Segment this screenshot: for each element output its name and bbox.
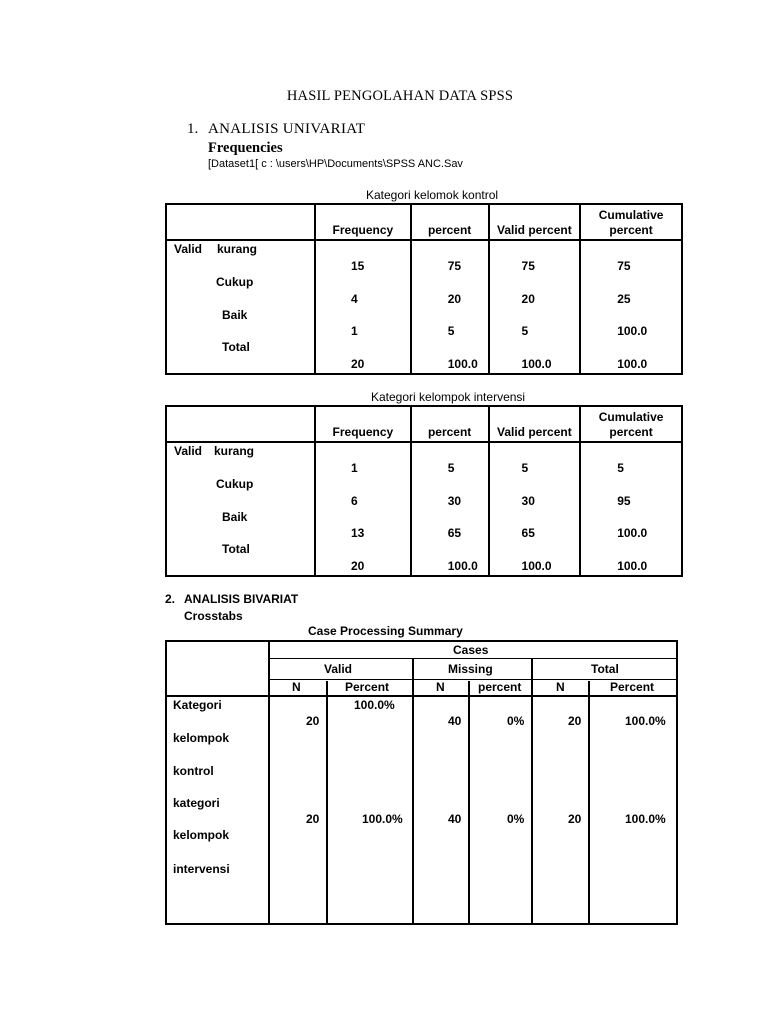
cell-value: 15 — [350, 259, 365, 273]
row-label: Total — [222, 542, 250, 556]
cell-value: 5 — [447, 324, 455, 338]
document-title: HASIL PENGOLAHAN DATA SPSS — [286, 88, 514, 104]
header-valid-percent: Valid percent — [489, 406, 581, 442]
row-label: kontrol — [173, 764, 214, 778]
subheader-percent: percent — [478, 680, 522, 694]
cell-value: 100.0% — [354, 698, 395, 712]
case-processing-summary-table — [165, 640, 678, 925]
dataset-path: [Dataset1[ c : \users\HP\Documents\SPSS ANC.Sav — [208, 158, 463, 170]
cell-value: 40 — [448, 714, 462, 728]
cell-value: 100.0 — [617, 559, 648, 573]
cell-value: 20 — [521, 292, 535, 306]
header-frequency: Frequency — [315, 406, 411, 442]
subheader-n: N — [556, 680, 565, 694]
cell-value: 100.0 — [617, 324, 648, 338]
cell-value: 4 — [350, 292, 358, 306]
header-frequency: Frequency — [315, 204, 411, 240]
row-label: kelompok — [173, 731, 230, 745]
table-rule — [167, 695, 676, 697]
percent-column — [411, 240, 489, 374]
frequencies-heading: Frequencies — [208, 140, 283, 156]
frequency-table-kontrol — [165, 203, 683, 375]
table-rule — [326, 681, 328, 923]
row-label: Baik — [222, 510, 248, 524]
cell-value: 20 — [306, 812, 320, 826]
row-label: kurang — [214, 444, 255, 458]
table-header-empty — [166, 406, 315, 442]
table-rule — [588, 681, 590, 923]
header-valid: Valid — [324, 662, 353, 676]
cell-value: 95 — [617, 494, 631, 508]
table-header-empty — [166, 204, 315, 240]
row-labels — [166, 240, 315, 374]
cell-value: 5 — [617, 461, 624, 475]
header-cases: Cases — [453, 643, 489, 657]
cell-value: 25 — [617, 292, 631, 306]
cumulative-percent-column — [580, 240, 682, 374]
cell-value: 20 — [568, 812, 582, 826]
header-percent: percent — [411, 406, 489, 442]
cell-value: 40 — [448, 812, 462, 826]
cell-value: 0% — [507, 714, 525, 728]
table2-caption: Kategori kelompok intervensi — [371, 390, 526, 404]
row-label: Cukup — [216, 477, 254, 491]
cell-value: 65 — [521, 526, 535, 540]
subheader-percent: Percent — [345, 680, 390, 694]
table-rule — [468, 681, 470, 923]
cell-value: 5 — [521, 461, 529, 475]
header-missing: Missing — [448, 662, 493, 676]
row-label: Total — [222, 340, 250, 354]
row-label: Baik — [222, 308, 248, 322]
valid-label: Valid — [174, 242, 203, 256]
table-rule — [268, 658, 676, 659]
cumulative-percent-column — [580, 442, 682, 576]
cell-value: 13 — [350, 526, 365, 540]
percent-column — [411, 442, 489, 576]
cell-value: 6 — [350, 494, 358, 508]
section2-number: 2. — [165, 592, 176, 606]
cell-value: 1 — [350, 461, 358, 475]
row-label: Kategori — [173, 698, 222, 712]
cell-value: 100.0% — [362, 812, 403, 826]
cell-value: 30 — [447, 494, 462, 508]
cell-value: 100.0% — [625, 714, 666, 728]
header-cumulative-percent: Cumulative percent — [580, 406, 682, 442]
header-percent: percent — [411, 204, 489, 240]
section1-title: ANALISIS UNIVARIAT — [208, 121, 366, 137]
section2-title: ANALISIS BIVARIAT — [184, 592, 299, 606]
cell-value: 30 — [521, 494, 535, 508]
subheader-n: N — [292, 680, 301, 694]
frequency-table-intervensi — [165, 405, 683, 577]
row-label: kurang — [217, 242, 258, 256]
cell-value: 75 — [447, 259, 462, 273]
header-cumulative-percent: Cumulative percent — [580, 204, 682, 240]
frequency-column — [315, 442, 411, 576]
cell-value: 100.0 — [521, 357, 552, 371]
cell-value: 100.0 — [447, 357, 478, 371]
row-label: intervensi — [173, 862, 230, 876]
cell-value: 75 — [617, 259, 631, 273]
cell-value: 5 — [521, 324, 529, 338]
valid-label: Valid — [174, 444, 203, 458]
header-total: Total — [591, 662, 619, 676]
cell-value: 20 — [350, 559, 365, 573]
valid-percent-column — [489, 240, 581, 374]
subheader-percent: Percent — [610, 680, 655, 694]
row-label: Cukup — [216, 275, 254, 289]
cell-value: 20 — [568, 714, 582, 728]
cell-value: 100.0% — [625, 812, 666, 826]
frequency-column — [315, 240, 411, 374]
cell-value: 20 — [350, 357, 365, 371]
cell-value: 100.0 — [447, 559, 478, 573]
table-rule — [531, 659, 533, 923]
cell-value: 100.0 — [521, 559, 552, 573]
table-rule — [412, 659, 414, 923]
row-labels — [166, 442, 315, 576]
cell-value: 100.0 — [617, 526, 648, 540]
cell-value: 100.0 — [617, 357, 648, 371]
row-label: kelompok — [173, 828, 230, 842]
cell-value: 65 — [447, 526, 462, 540]
table1-caption: Kategori kelomok kontrol — [366, 188, 499, 202]
subheader-n: N — [436, 680, 445, 694]
case-processing-summary-title: Case Processing Summary — [308, 624, 463, 638]
cell-value: 1 — [350, 324, 358, 338]
cell-value: 75 — [521, 259, 535, 273]
header-valid-percent: Valid percent — [489, 204, 581, 240]
cell-value: 20 — [306, 714, 320, 728]
valid-percent-column — [489, 442, 581, 576]
crosstabs-heading: Crosstabs — [184, 609, 243, 623]
cell-value: 0% — [507, 812, 525, 826]
section1-number: 1. — [187, 121, 199, 137]
cell-value: 20 — [447, 292, 462, 306]
cell-value: 5 — [447, 461, 455, 475]
table-rule — [268, 642, 270, 923]
row-label: kategori — [173, 796, 220, 810]
